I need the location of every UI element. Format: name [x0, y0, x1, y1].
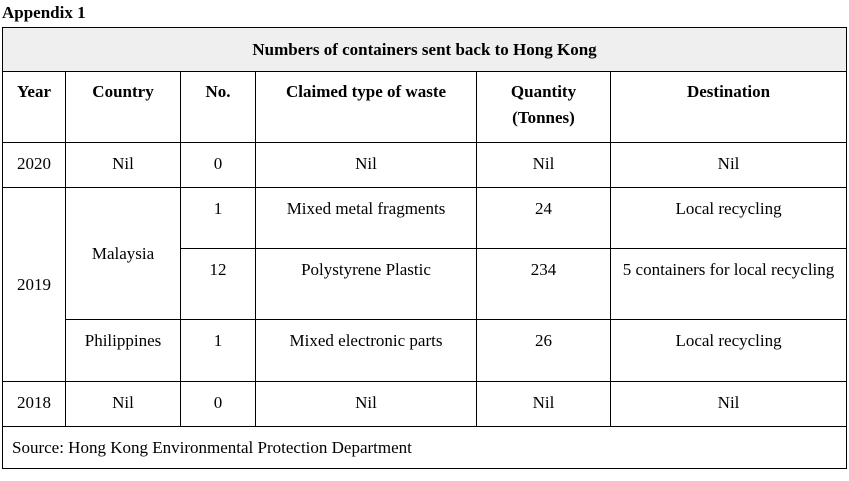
cell-no: 0	[181, 143, 256, 188]
cell-no: 12	[181, 249, 256, 320]
cell-year: 2018	[3, 382, 66, 427]
column-header-year: Year	[3, 72, 66, 143]
cell-waste-type: Mixed electronic parts	[256, 320, 477, 382]
cell-quantity: Nil	[477, 143, 611, 188]
containers-table	[2, 27, 847, 469]
appendix-heading: Appendix 1	[2, 3, 86, 22]
table-row	[3, 320, 847, 382]
source-note: Source: Hong Kong Environmental Protection Department	[3, 427, 847, 469]
cell-waste-type: Nil	[256, 143, 477, 188]
cell-destination: Local recycling	[611, 320, 847, 382]
cell-waste-type: Mixed metal fragments	[256, 188, 477, 249]
table-title: Numbers of containers sent back to Hong Kong	[3, 28, 847, 72]
column-header-quantity: Quantity (Tonnes)	[477, 72, 611, 143]
column-header-country: Country	[66, 72, 181, 143]
cell-destination: 5 containers for local recycling	[611, 249, 847, 320]
cell-quantity: Nil	[477, 382, 611, 427]
column-header-no: No.	[181, 72, 256, 143]
column-header-waste-type: Claimed type of waste	[256, 72, 477, 143]
cell-year: 2020	[3, 143, 66, 188]
cell-country: Philippines	[66, 320, 181, 382]
cell-quantity: 26	[477, 320, 611, 382]
cell-no: 1	[181, 320, 256, 382]
cell-no: 1	[181, 188, 256, 249]
cell-country: Nil	[66, 382, 181, 427]
cell-destination: Nil	[611, 143, 847, 188]
column-header-destination: Destination	[611, 72, 847, 143]
table-row	[3, 382, 847, 427]
cell-no: 0	[181, 382, 256, 427]
cell-waste-type: Polystyrene Plastic	[256, 249, 477, 320]
cell-quantity: 234	[477, 249, 611, 320]
table-row	[3, 188, 847, 249]
cell-quantity: 24	[477, 188, 611, 249]
cell-country: Malaysia	[66, 188, 181, 320]
cell-destination: Nil	[611, 382, 847, 427]
cell-destination: Local recycling	[611, 188, 847, 249]
cell-country: Nil	[66, 143, 181, 188]
cell-year: 2019	[3, 188, 66, 382]
table-row	[3, 143, 847, 188]
table-header-row	[3, 72, 847, 143]
cell-waste-type: Nil	[256, 382, 477, 427]
